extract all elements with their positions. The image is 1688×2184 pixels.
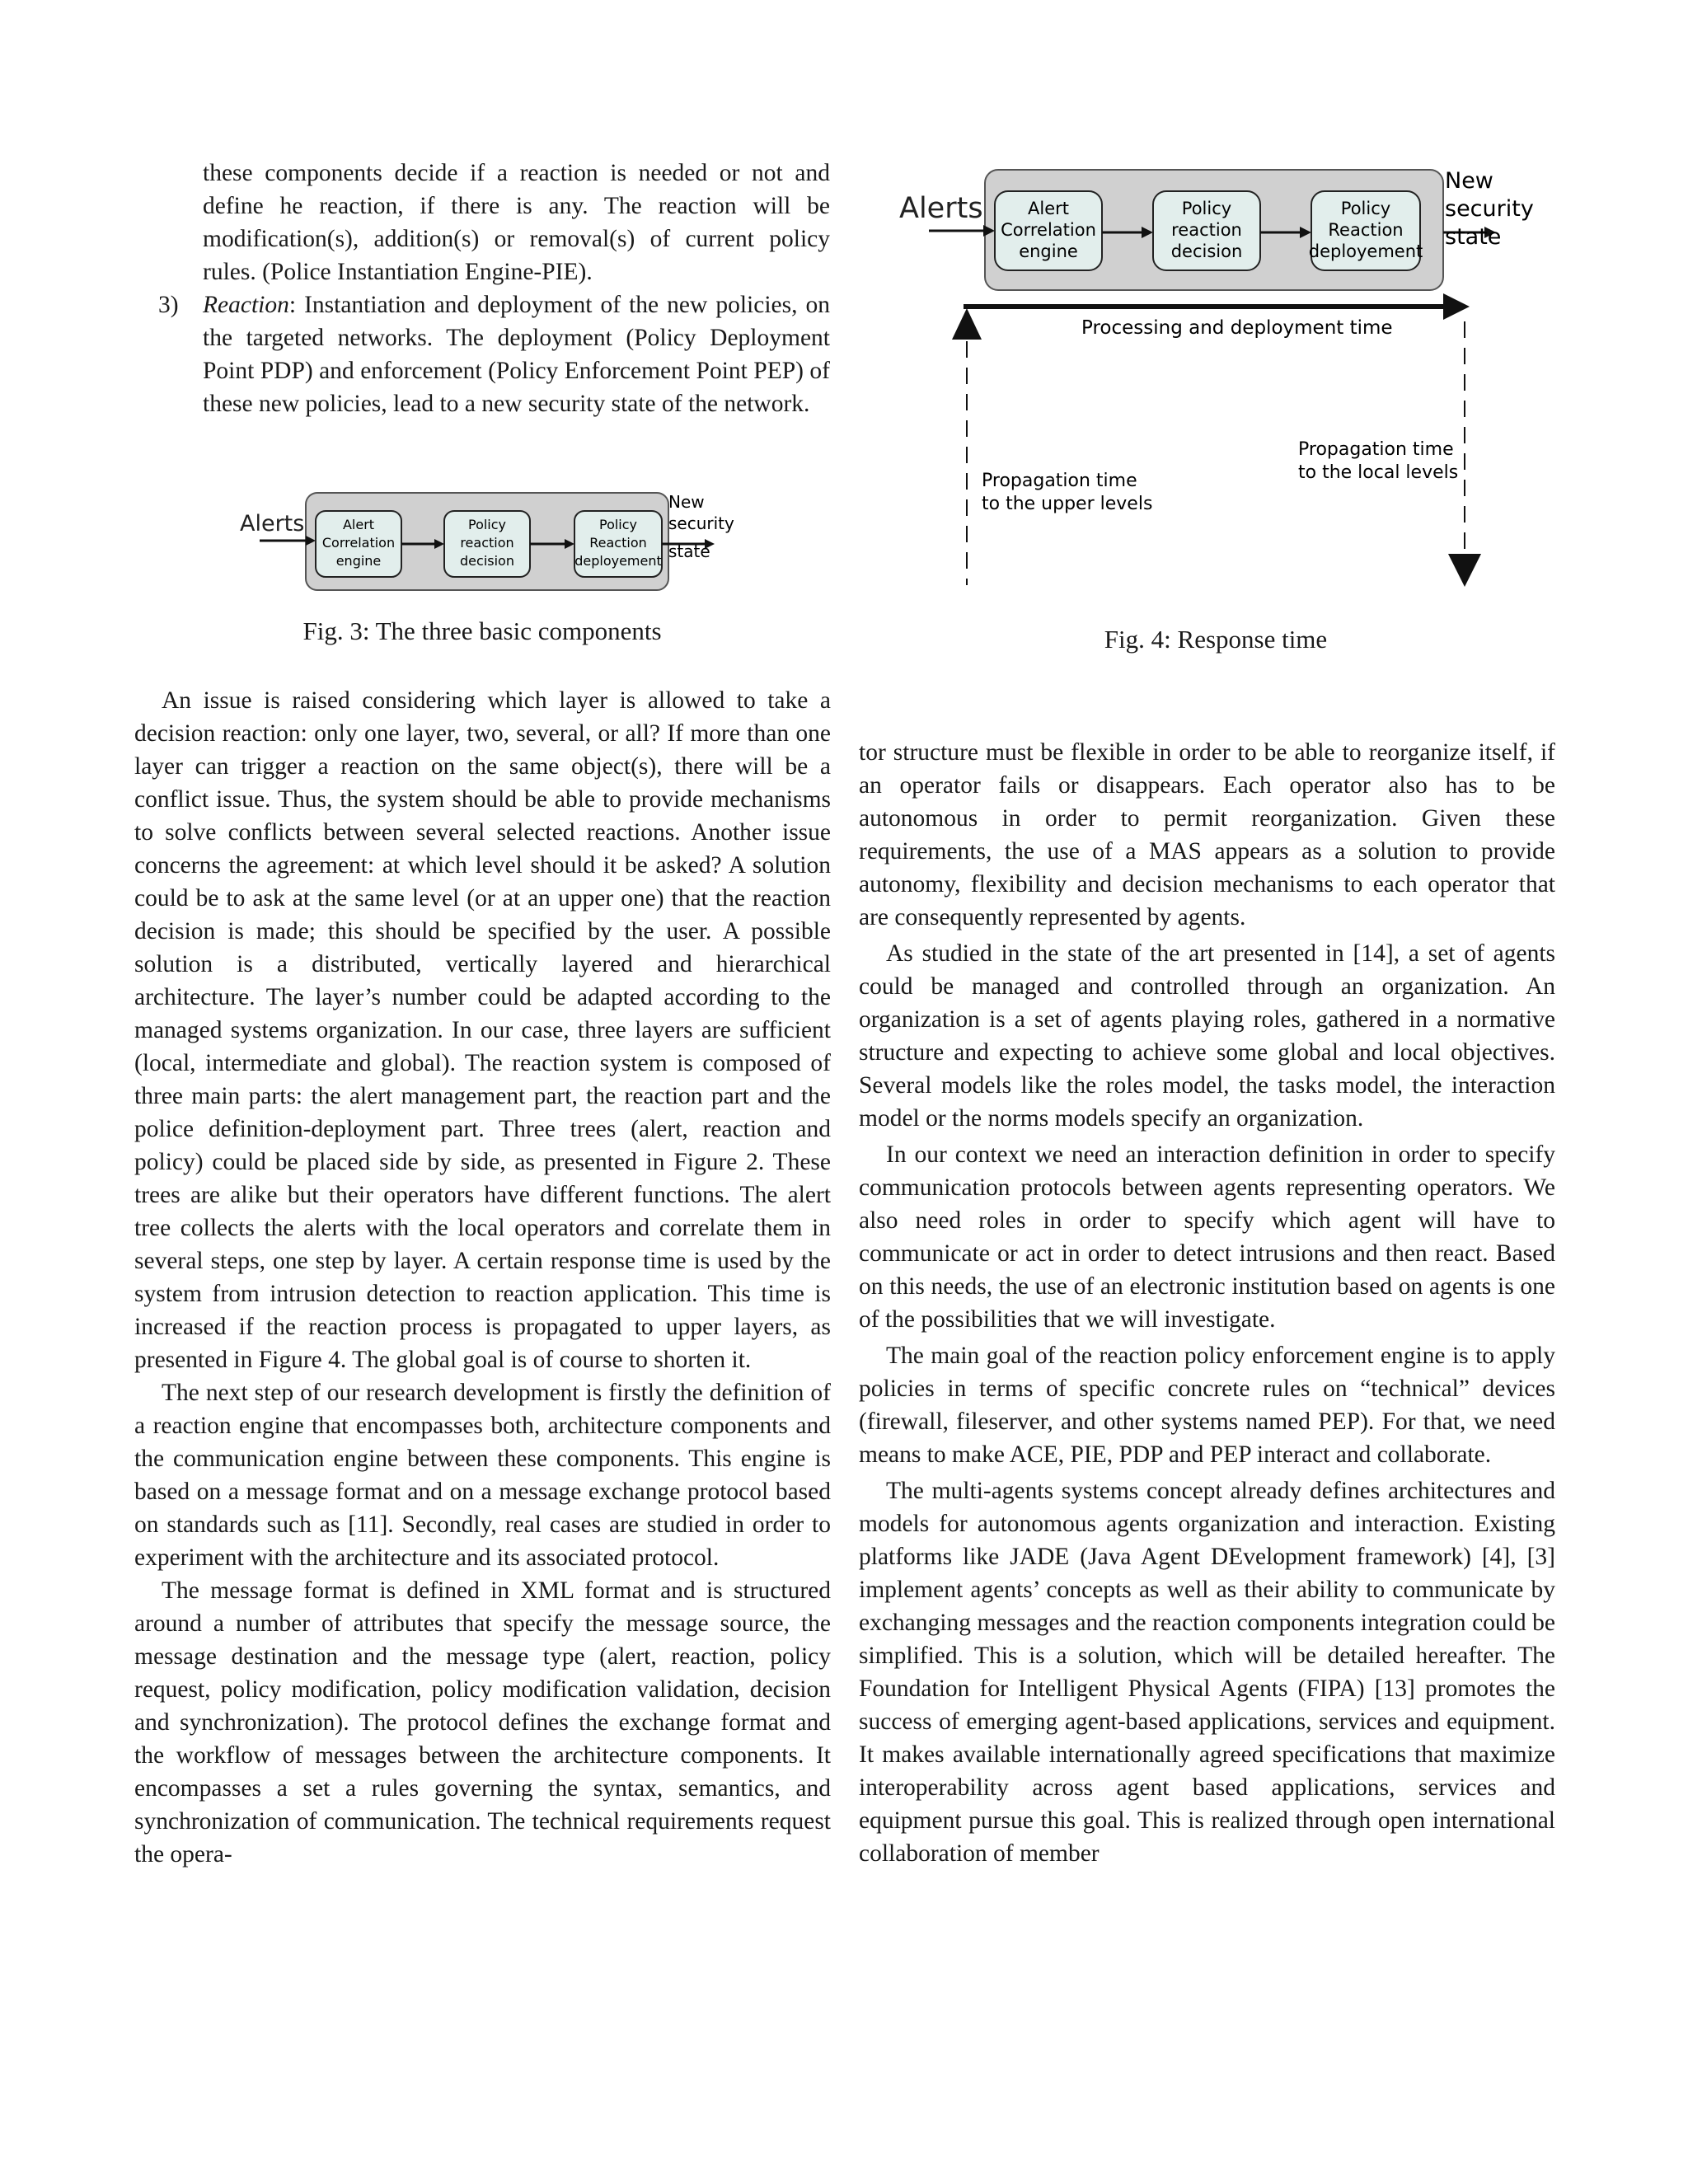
paragraph: As studied in the state of the art presented in [14], a set of agents could be managed and controlled through an organization. An organization is a set of agents playing roles, gathered in a normative structure and expecting to achieve some global and local objectives. Several models like the roles model, the tasks model, the interaction model or the norms models specify an organization. <box>859 940 1555 1132</box>
fig4-upper-line2: to the upper levels <box>982 494 1153 514</box>
fig4-local-arrowhead <box>1448 554 1481 587</box>
fig3-box-1 <box>316 511 401 577</box>
fig3-box-3-line2: Reaction <box>589 535 647 551</box>
list-item-continuation <box>158 157 830 288</box>
fig3-output-line1: New <box>668 492 705 512</box>
fig3-box-3 <box>574 511 662 577</box>
paragraph: The main goal of the reaction policy enforcement engine is to apply policies in terms of specific concrete rules on “technical” devices (firewall, fileserver, and other systems named PEP). For that, we need means to make ACE, PIE, PDP and PEP interact and collaborate. <box>859 1343 1555 1468</box>
fig3-box-1-line1: Alert <box>342 517 375 532</box>
right-column <box>859 736 1555 1870</box>
fig4-output-line3: state <box>1445 224 1502 250</box>
list-item-3 <box>158 288 830 420</box>
figure-3-diagram <box>235 490 750 597</box>
paragraph: The message format is defined in XML format and is structured around a number of attributes that specify the message source, the message destination and the message type (alert, reaction, policy request, policy modification, policy modification validation, decision and synchronization). The protocol defines the exchange format and the workflow of messages between the architecture components. It encompasses a set a rules governing the syntax, semantics, and synchronization of communication. The technical requirements request the opera- <box>134 1577 831 1868</box>
fig3-input-label: Alerts <box>240 511 305 537</box>
fig4-upper-arrowhead <box>952 308 982 340</box>
fig4-processing-label: Processing and deployment time <box>1081 317 1393 339</box>
fig3-box-3-line3: deployement <box>574 553 662 569</box>
fig3-box-2-line2: reaction <box>460 535 514 551</box>
fig3-output-line3: state <box>668 541 710 561</box>
fig3-box-2-line3: decision <box>460 553 514 569</box>
fig4-box-1-line3: engine <box>1019 241 1078 261</box>
fig4-box-2-line1: Policy <box>1181 199 1232 218</box>
fig4-output-line2: security <box>1445 196 1534 222</box>
fig3-box-1-line3: engine <box>335 553 382 569</box>
fig3-output-line2: security <box>668 513 734 533</box>
fig3-box-3-line1: Policy <box>598 517 638 532</box>
list-block <box>158 157 830 420</box>
fig3-box-2 <box>444 511 530 577</box>
fig4-box-1-line2: Correlation <box>1001 220 1096 240</box>
fig4-box-3-line3: deployement <box>1308 241 1423 261</box>
fig4-box-2 <box>1153 191 1260 270</box>
fig4-input-label: Alerts <box>899 192 983 225</box>
fig3-box-1-line2: Correlation <box>321 535 396 551</box>
fig4-output-line1: New <box>1445 168 1493 194</box>
fig4-processing-arrowhead <box>1443 293 1470 320</box>
figure-4-caption: Fig. 4: Response time <box>1104 625 1328 654</box>
fig4-box-1 <box>995 191 1102 270</box>
fig3-box-2-line1: Policy <box>467 517 507 532</box>
paragraph: tor structure must be flexible in order to be able to reorganize itself, if an operator fails or disappears. Each operator also has to be autonomous in order to permit reorganization. Given these requirements, the use of a MAS appears as a solution to provide autonomy, flexibility and decision mechanisms to each operator that are consequently represented by agents. <box>859 739 1555 930</box>
list-item-name: Reaction <box>203 292 289 318</box>
figure-4-diagram <box>894 157 1537 602</box>
left-column <box>134 684 831 1871</box>
fig4-local-line2: to the local levels <box>1298 462 1459 483</box>
list-item-text: these components decide if a reaction is needed or not and define he reaction, if there is any. The reaction will be modification(s), addition(s) or removal(s) of current policy rules. (Police Instantiation Engine-PIE). <box>203 160 830 285</box>
fig4-box-3-line2: Reaction <box>1328 220 1404 240</box>
fig4-box-2-line2: reaction <box>1171 220 1242 240</box>
fig4-box-3 <box>1309 191 1423 270</box>
paragraph: The multi-agents systems concept already defines architectures and models for autonomous agents organization and interaction. Existing platforms like JADE (Java Agent DEvelopment framework) [4], [3] implement agents’ concepts as well as their ability to communicate by exchanging messages and the reaction components integration could be simplified. This is a solution, which will be detailed hereafter. The Foundation for Intelligent Physical Agents (FIPA) [13] promotes the success of emerging agent-based applications, services and equipment. It makes available internationally agreed specifications that maximize interoperability across agent based applications, services and equipment pursue this goal. This is realized through open international collaboration of member <box>859 1478 1555 1867</box>
list-item-text: : Instantiation and deployment of the new policies, on the targeted networks. The deployment (Policy Deployment Point PDP) and enforcement (Policy Enforcement Point PEP) of these new policies, lead to a new security state of the network. <box>203 292 830 417</box>
fig4-box-1-line1: Alert <box>1028 199 1069 218</box>
figure-3-caption: Fig. 3: The three basic components <box>302 616 662 645</box>
fig4-box-2-line3: decision <box>1170 241 1243 261</box>
fig4-box-3-line1: Policy <box>1340 199 1391 218</box>
paragraph: In our context we need an interaction definition in order to specify communication protocols between agents representing operators. We also need roles in order to specify which agent will have to communicate or act in order to detect intrusions and then react. Based on this needs, the use of an electronic institution based on agents is one of the possibilities that we will investigate. <box>859 1141 1555 1333</box>
fig4-local-line1: Propagation time <box>1298 439 1454 460</box>
paragraph: The next step of our research development is firstly the definition of a reaction engine that encompasses both, architecture components and the communication engine between these components. This engine is based on a message format and on a message exchange protocol based on standards such as [11]. Secondly, real cases are studied in order to experiment with the architecture and its associated protocol. <box>134 1380 831 1571</box>
list-item-number: 3) <box>158 292 179 318</box>
fig4-upper-line1: Propagation time <box>982 471 1137 491</box>
paragraph: An issue is raised considering which layer is allowed to take a decision reaction: only one layer, two, several, or all? If more than one layer can trigger a reaction on the same object(s), there will be a conflict issue. Thus, the system should be able to provide mechanisms to solve conflicts between several selected reactions. Another issue concerns the agreement: at which level should it be asked? A solution could be to ask at the same level (or at an upper one) that the reaction decision is made; this should be specified by the user. A possible solution is a distributed, vertically layered and hierarchical architecture. The layer’s number could be adapted according to the managed systems organization. In our case, three layers are sufficient (local, intermediate and global). The reaction system is composed of three main parts: the alert management part, the reaction part and the police definition-deployment part. Three trees (alert, reaction and policy) could be placed side by side, as presented in Figure 2. These trees are alike but their operators have different functions. The alert tree collects the alerts with the local operators and correlate them in several steps, one step by layer. A certain response time is used by the system from intrusion detection to reaction application. This time is increased if the reaction process is propagated to upper layers, as presented in Figure 4. The global goal is of course to shorten it. <box>134 687 831 1373</box>
